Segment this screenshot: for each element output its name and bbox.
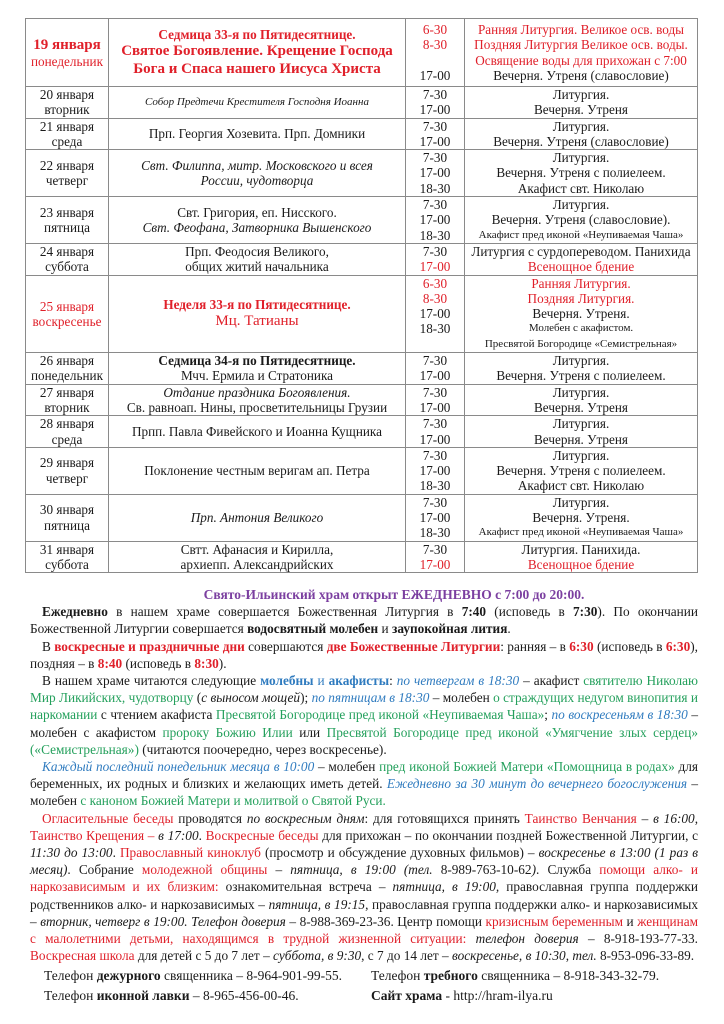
service-name: Поздняя Литургия Великое осв. воды.	[474, 37, 688, 53]
saint-line: архиепп. Александрийских	[180, 556, 334, 572]
service-name: Литургия. Панихида.	[521, 541, 641, 557]
schedule-row	[26, 447, 698, 494]
saint-line: Прпп. Павла Фивейского и Иоанна Кущника	[132, 423, 382, 439]
weekday: пятница	[44, 220, 90, 236]
contacts	[30, 966, 698, 1006]
service-time: 6-30	[422, 21, 448, 37]
date-cell	[26, 353, 109, 385]
saint-line: Святое Богоявление. Крещение Господа	[121, 43, 393, 60]
schedule-row	[26, 494, 698, 541]
services-cell	[465, 19, 698, 87]
website-link[interactable]: Сайт храма - http://hram-ilya.ru	[371, 988, 553, 1004]
service-name: Литургия.	[552, 494, 610, 510]
service-name: Акафист пред иконой «Неупиваемая Чаша»	[478, 526, 684, 539]
service-name: Молебен с акафистом.	[528, 322, 634, 335]
saint-line: общих житий начальника	[185, 259, 329, 275]
saint-cell	[109, 384, 406, 416]
service-name: Вечерня. Утреня с полиелеем.	[496, 165, 666, 181]
service-time: 17-00	[419, 67, 451, 83]
service-name: Литургия.	[552, 197, 610, 213]
date-cell	[26, 243, 109, 275]
date-cell	[26, 447, 109, 494]
service-time: 6-30	[422, 275, 448, 291]
service-time: 8-30	[422, 290, 448, 306]
weekday: вторник	[44, 102, 90, 118]
service-time: 17-00	[419, 463, 451, 479]
schedule-row	[26, 243, 698, 275]
saint-line: Поклонение честным веригам ап. Петра	[144, 463, 370, 479]
service-name: Акафист свт. Николаю	[517, 478, 645, 494]
weekday: воскресенье	[32, 313, 102, 329]
service-time: 18-30	[419, 321, 451, 337]
service-name: Литургия.	[552, 118, 610, 134]
saint-cell	[109, 243, 406, 275]
service-time: 7-30	[422, 87, 448, 102]
time-cell	[406, 353, 465, 385]
date-cell	[26, 416, 109, 448]
saint-cell	[109, 416, 406, 448]
weekday: четверг	[45, 470, 89, 486]
weekday: среда	[51, 133, 83, 149]
date: 20 января	[39, 87, 95, 102]
service-name: Вечерня. Утреня с полиелеем.	[496, 463, 666, 479]
schedule-row	[26, 197, 698, 244]
service-time: 7-30	[422, 384, 448, 400]
services-cell	[465, 275, 698, 352]
date: 22 января	[39, 157, 95, 173]
time-cell	[406, 541, 465, 573]
service-name: Вечерня. Утреня	[534, 102, 628, 118]
service-name: Литургия с сурдопереводом. Панихида	[471, 243, 691, 259]
service-name: Вечерня. Утреня с полиелеем.	[496, 368, 666, 384]
duty-priest-phone: Телефон дежурного священника – 8-964-901-99-55.	[44, 968, 342, 984]
service-name: Пресвятой Богородице «Семистрельная»	[484, 337, 678, 350]
saint-cell	[109, 447, 406, 494]
saint-line: России, чудотворца	[200, 173, 314, 189]
schedule-row	[26, 19, 698, 87]
schedule-row	[26, 353, 698, 385]
date-cell	[26, 87, 109, 119]
service-time: 17-00	[419, 259, 451, 275]
saint-line: Собор Предтечи Крестителя Господня Иоанна	[145, 95, 369, 108]
service-name: Литургия.	[552, 384, 610, 400]
service-name: Ранняя Литургия. Великое осв. воды	[477, 21, 685, 37]
schedule-row	[26, 275, 698, 352]
saint-line: Бога и Спаса нашего Иисуса Христа	[133, 61, 381, 78]
service-time: 17-00	[419, 510, 451, 526]
weekday: понедельник	[30, 368, 104, 384]
treb-priest-phone: Телефон требного священника – 8-918-343-32-79.	[371, 968, 660, 984]
weekday: понедельник	[30, 53, 104, 69]
services-cell	[465, 87, 698, 119]
saint-cell	[109, 118, 406, 150]
service-time: 7-30	[422, 541, 448, 557]
saint-cell	[109, 87, 406, 119]
saint-cell	[109, 19, 406, 87]
time-cell	[406, 19, 465, 87]
saint-line: Мц. Татианы	[215, 313, 299, 330]
service-name: Всенощное бдение	[527, 259, 635, 275]
saint-cell	[109, 353, 406, 385]
service-time: 17-00	[419, 102, 451, 118]
weekday: вторник	[44, 399, 90, 415]
service-time: 7-30	[422, 416, 448, 432]
services-cell	[465, 197, 698, 244]
date: 28 января	[39, 416, 95, 432]
services-cell	[465, 447, 698, 494]
service-time: 17-00	[419, 431, 451, 447]
services-cell	[465, 118, 698, 150]
service-time: 17-00	[419, 556, 451, 572]
date-cell	[26, 118, 109, 150]
weekday: суббота	[45, 259, 89, 275]
service-time: 18-30	[419, 525, 451, 541]
saint-line: Мчч. Ермила и Стратоника	[180, 368, 334, 384]
date-cell	[26, 275, 109, 352]
paragraph-sundays: В воскресные и праздничные дни совершаются две Божественные Литургии: ранняя – в 6:30 (исповедь в 6:30), поздняя – в 8:40 (исповедь в 8:30).	[30, 638, 698, 671]
services-cell	[465, 416, 698, 448]
date: 23 января	[39, 204, 95, 220]
weekday: среда	[51, 431, 83, 447]
service-name: Литургия.	[552, 353, 610, 369]
service-time: 7-30	[422, 150, 448, 166]
service-name: Литургия.	[552, 447, 610, 463]
saint-cell	[109, 197, 406, 244]
service-time: 18-30	[419, 227, 451, 243]
saint-cell	[109, 275, 406, 352]
date: 29 января	[39, 455, 95, 471]
open-hours: Свято-Ильинский храм открыт ЕЖЕДНЕВНО с 7:00 до 20:00.	[203, 587, 585, 602]
date: 26 января	[39, 353, 95, 369]
service-name: Всенощное бдение	[527, 556, 635, 572]
date: 21 января	[39, 118, 95, 134]
saint-line: Свт. Григория, еп. Нисского.	[177, 204, 337, 220]
services-cell	[465, 353, 698, 385]
service-time: 17-00	[419, 212, 451, 228]
time-cell	[406, 243, 465, 275]
services-cell	[465, 243, 698, 275]
date-cell	[26, 197, 109, 244]
date-cell	[26, 541, 109, 573]
schedule-row	[26, 541, 698, 573]
date-cell	[26, 384, 109, 416]
service-name: Акафист пред иконой «Неупиваемая Чаша»	[478, 228, 684, 241]
saint-cell	[109, 541, 406, 573]
time-cell	[406, 384, 465, 416]
saint-line: Прп. Антония Великого	[190, 510, 324, 526]
service-name: Вечерня. Утреня (славословие).	[491, 212, 671, 228]
service-time: 7-30	[422, 353, 448, 369]
service-time	[408, 53, 462, 68]
service-time: 17-00	[419, 133, 451, 149]
time-cell	[406, 275, 465, 352]
paragraph-talks: Огласительные беседы проводятся по воскресным дням: для готовящихся принять Таинство Венчания – в 16:00, Таинство Крещения – в 17:00. Воскресные беседы для прихожан – по окончании поздней Божественной Литургии, с 11:30 до 13:00. Православный киноклуб (просмотр и обсуждение духовных фильмов) – воскресенье в 13:00 (1 раз в месяц). Собрание молодежной общины – пятница, в 19:00 (тел. 8-989-763-10-62). Служба помощи алко- и наркозависимым и их близким: ознакомительная встреча – пятница, в 19:00, православная группа поддержки родственников алко- и наркозависимых – пятница, в 19:15, православная группа поддержки алко- и наркозависимых – вторник, четверг в 19:00. Телефон доверия – 8-988-369-23-36. Центр помощи кризисным беременным и женщинам с малолетними детьми, находящимся в трудной жизненной ситуации: телефон доверия – 8-918-193-77-33. Воскресная школа для детей с 5 до 7 лет – суббота, в 9:30, с 7 до 14 лет – воскресенье, в 10:30, тел. 8-953-096-33-89.	[30, 810, 699, 964]
service-name: Литургия.	[552, 416, 610, 432]
saint-cell	[109, 494, 406, 541]
schedule-row	[26, 150, 698, 197]
service-time: 18-30	[419, 180, 451, 196]
saint-line: Седмица 34-я по Пятидесятнице.	[158, 353, 356, 369]
saint-line: Св. равноап. Нины, просветительницы Грузии	[126, 399, 388, 415]
paragraph-molebens: Каждый последний понедельник месяца в 10:00 – молебен пред иконой Божией Матери «Помощница в родах» для беременных, их родных и близких и желающих иметь детей. Ежедневно за 30 минут до вечернего богослужения – молебен с каноном Божией Матери и молитвой о Святой Руси.	[30, 759, 699, 809]
saint-line: Свт. Филиппа, митр. Московского и всея	[141, 157, 373, 173]
service-time	[408, 337, 462, 352]
service-name: Освящение воды для прихожан с 7:00	[475, 52, 687, 68]
date: 19 января	[33, 36, 101, 53]
service-name: Вечерня. Утреня	[534, 431, 628, 447]
date: 25 января	[39, 298, 95, 314]
services-cell	[465, 494, 698, 541]
service-name: Вечерня. Утреня	[534, 399, 628, 415]
saint-line: Прп. Феодосия Великого,	[185, 243, 329, 259]
service-name: Вечерня. Утреня (славословие)	[493, 67, 669, 83]
schedule-row	[26, 118, 698, 150]
date: 27 января	[39, 384, 95, 400]
paragraph-daily: Ежедневно в нашем храме совершается Божественная Литургия в 7:40 (исповедь в 7:30). По окончании Божественной Литургии совершается водосвятный молебен и заупокойная лития.	[30, 604, 699, 637]
saint-line: Отдание праздника Богоявления.	[163, 384, 351, 400]
service-name: Вечерня. Утреня.	[532, 306, 630, 322]
services-cell	[465, 150, 698, 197]
date: 31 января	[39, 541, 95, 557]
saint-cell	[109, 150, 406, 197]
schedule-row	[26, 416, 698, 448]
icon-shop-phone: Телефон иконной лавки – 8-965-456-00-46.	[44, 988, 299, 1004]
date-cell	[26, 494, 109, 541]
saint-line: Седмица 33-я по Пятидесятнице.	[158, 26, 356, 42]
date-cell	[26, 150, 109, 197]
weekday: четверг	[45, 173, 89, 189]
paragraph-akathists: В нашем храме читаются следующие молебны и акафисты: по четвергам в 18:30 – акафист святителю Николаю Мир Ликийских, чудотворцу (с выносом мощей); по пятницам в 18:30 – молебен о страждущих недугом винопития и наркомании с чтением акафиста Пресвятой Богородице пред иконой «Неупиваемая Чаша»; по воскресеньям в 18:30 – молебен с акафистом пророку Божию Илии или Пресвятой Богородице пред иконой «Умягчение злых сердец» («Семистрельная») (читаются поочередно, через воскресенье).	[30, 673, 698, 757]
service-name: Акафист свт. Николаю	[517, 180, 645, 196]
service-time: 17-00	[419, 368, 451, 384]
schedule-row	[26, 384, 698, 416]
time-cell	[406, 447, 465, 494]
weekday: пятница	[44, 517, 90, 533]
weekday: суббота	[45, 556, 89, 572]
service-time: 7-30	[422, 447, 448, 463]
service-name: Вечерня. Утреня.	[532, 510, 630, 526]
saint-line: Свтт. Афанасия и Кирилла,	[180, 541, 334, 557]
date: 24 января	[39, 243, 95, 259]
service-time: 7-30	[422, 118, 448, 134]
schedule-row	[26, 87, 698, 119]
service-time: 17-00	[419, 306, 451, 322]
time-cell	[406, 87, 465, 119]
service-name: Ранняя Литургия.	[531, 275, 631, 291]
service-name: Литургия.	[552, 150, 610, 166]
date-cell	[26, 19, 109, 87]
service-time: 7-30	[422, 197, 448, 213]
time-cell	[406, 416, 465, 448]
saint-line: Свт. Феофана, Затворника Вышенского	[142, 220, 372, 236]
services-cell	[465, 384, 698, 416]
service-name: Литургия.	[552, 87, 610, 102]
service-time: 17-00	[419, 165, 451, 181]
time-cell	[406, 150, 465, 197]
saint-line: Неделя 33-я по Пятидесятнице.	[163, 297, 351, 313]
service-time: 18-30	[419, 478, 451, 494]
services-cell	[465, 541, 698, 573]
time-cell	[406, 197, 465, 244]
service-time: 7-30	[422, 243, 448, 259]
service-time: 7-30	[422, 494, 448, 510]
service-name: Вечерня. Утреня (славословие)	[493, 133, 669, 149]
notes-section	[30, 586, 698, 1006]
service-name: Поздняя Литургия.	[527, 290, 635, 306]
service-time: 17-00	[419, 399, 451, 415]
time-cell	[406, 494, 465, 541]
date: 30 января	[39, 502, 95, 518]
saint-line: Прп. Георгия Хозевита. Прп. Домники	[148, 126, 366, 142]
service-time: 8-30	[422, 37, 448, 53]
schedule-table	[25, 18, 698, 573]
time-cell	[406, 118, 465, 150]
